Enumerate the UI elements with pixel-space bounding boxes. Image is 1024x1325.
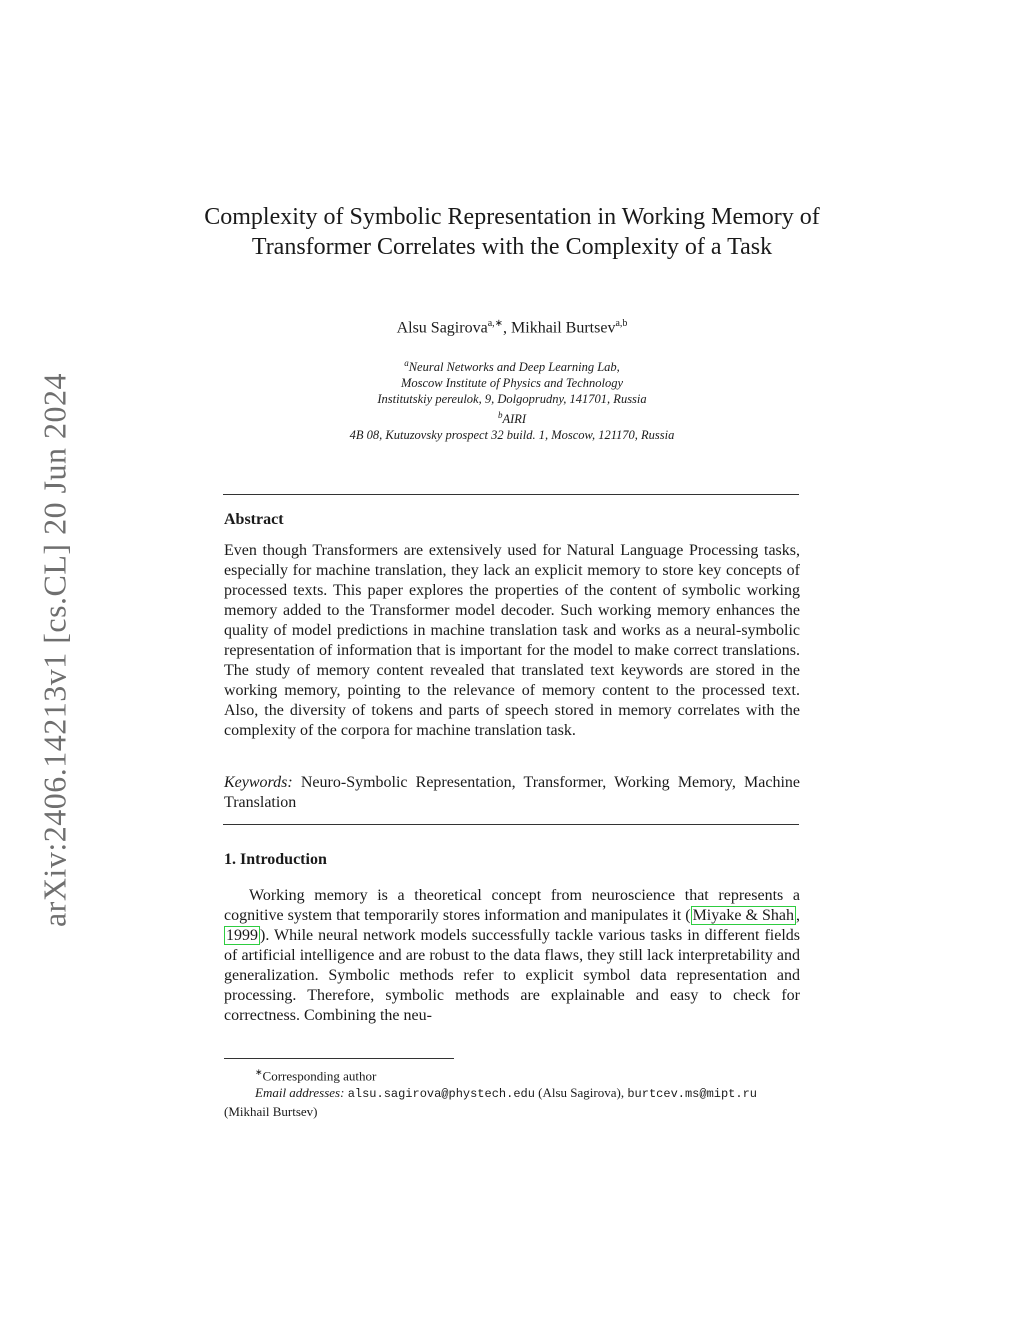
abstract-body: Even though Transformers are extensively used for Natural Language Processing tasks, especially for machine translation, they lack an explicit memory to store key concepts of processed texts. This paper explores the properties of the content of symbolic working memory added to the Transformer model decoder. Such working memory enhances the quality of model predictions in machine translation task and works as a neural-symbolic representation of information that is important for the model to make correct translations. The study of memory content revealed that translated text keywords are stored in the working memory, pointing to the relevance of memory content to the processed text. Also, the diversity of tokens and parts of speech stored in memory correlates with the complexity of the corpora for machine translation task. — [224, 542, 800, 739]
author-separator: , — [503, 319, 512, 337]
keywords-text: Neuro-Symbolic Representation, Transformer, Working Memory, Machine Translation — [224, 774, 800, 811]
abstract-heading: Abstract — [224, 511, 284, 528]
paper-title: Complexity of Symbolic Representation in Working Memory of Transformer Correlates with the Complexity of a Task — [204, 204, 820, 260]
email-address[interactable]: burtcev.ms@mipt.ru — [627, 1087, 757, 1102]
arxiv-identifier: arXiv:2406.14213v1 [cs.CL] 20 Jun 2024 — [36, 372, 73, 928]
affiliation-line — [200, 355, 824, 375]
footnote-rule — [224, 1058, 454, 1059]
author-name: Mikhail Burtsev — [511, 319, 616, 337]
author-affiliation-mark: a,∗ — [487, 318, 504, 329]
affiliation-text: AIRI — [502, 412, 527, 427]
section-heading-introduction: 1. Introduction — [224, 851, 327, 868]
affiliation-mark: b — [497, 410, 503, 421]
affiliation-text: Neural Networks and Deep Learning Lab, — [408, 360, 620, 375]
author-name: Alsu Sagirova — [396, 319, 488, 337]
footnote-mark: ∗ — [255, 1067, 263, 1077]
author-list — [200, 318, 824, 337]
keywords — [224, 773, 800, 813]
affiliation-line: Institutskiy pereulok, 9, Dolgoprudny, 141701, Russia — [377, 392, 647, 407]
keywords-label: Keywords: — [224, 774, 293, 791]
abstract-bottom-rule — [223, 824, 799, 825]
affiliation-line: Moscow Institute of Physics and Technology — [400, 376, 624, 391]
abstract-top-rule — [223, 494, 799, 495]
intro-text: Working memory is a theoretical concept from neuroscience that represents a cognitive system that temporarily stores information and manipulates it ( — [224, 887, 800, 924]
introduction-paragraph — [224, 886, 800, 1026]
citation-separator: , — [796, 907, 800, 924]
footnote-corresponding — [224, 1064, 800, 1084]
email-owner: (Mikhail Burtsev) — [224, 1104, 318, 1120]
affiliation-line: 4B 08, Kutuzovsky prospect 32 build. 1, Moscow, 121170, Russia — [349, 428, 675, 443]
affiliation-mark: a — [404, 358, 409, 368]
author-affiliation-mark: a,b — [615, 318, 628, 329]
intro-text: ). While neural network models successfully tackle various tasks in different fields of artificial intelligence and are robust to the data flaws, they still lack interpretability and generalization. Symbolic methods refer to explicit symbol data representation and processing. Therefore, symbolic methods are explainable and easy to check for correctness. Combining the neu- — [224, 927, 800, 1024]
affiliations — [200, 355, 824, 443]
affiliation-line — [200, 407, 824, 427]
citation-link[interactable]: Miyake & Shah — [692, 907, 794, 924]
email-owner: (Alsu Sagirova), — [534, 1085, 628, 1101]
email-label: Email addresses: — [255, 1085, 345, 1101]
footnote-emails — [224, 1084, 800, 1103]
footnote — [224, 1064, 800, 1120]
email-address[interactable]: alsu.sagirova@phystech.edu — [347, 1087, 535, 1102]
footnote-corresponding-text: Corresponding author — [262, 1068, 377, 1084]
citation-year-link[interactable]: 1999 — [226, 927, 258, 944]
